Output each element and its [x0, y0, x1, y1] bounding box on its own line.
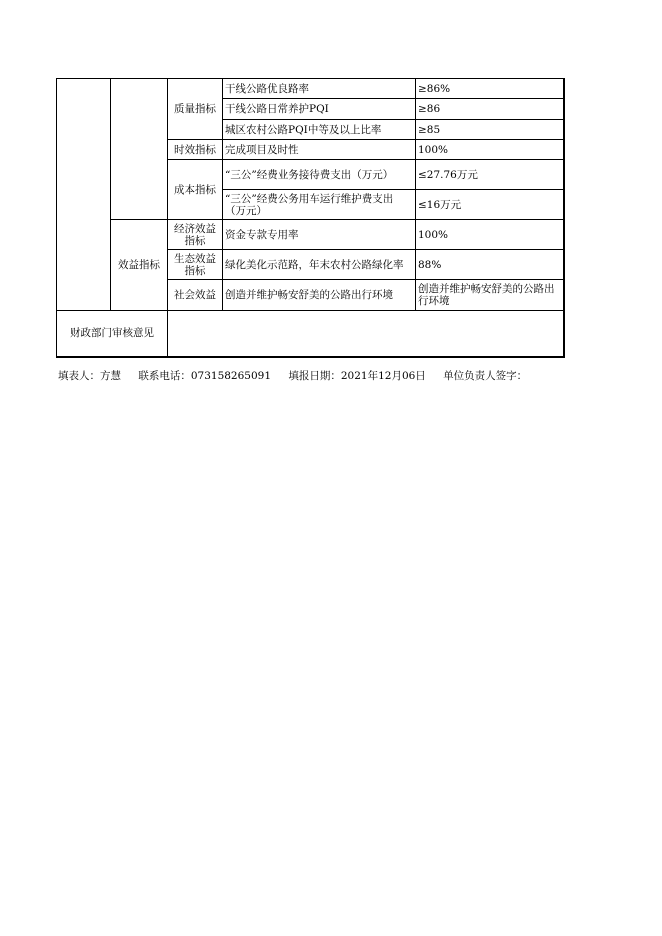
indicator-cell: 绿化美化示范路，年末农村公路绿化率 [223, 250, 416, 280]
indicator-cell: 完成项目及时性 [223, 140, 416, 160]
subcat-economic: 经济效益指标 [168, 220, 223, 250]
subcat-cost: 成本指标 [168, 160, 223, 220]
indicator-cell: 干线公路优良路率 [223, 79, 416, 99]
output-category-cell [111, 79, 168, 220]
top-level-category-cell [57, 79, 111, 311]
category-benefit: 效益指标 [111, 220, 168, 311]
value-cell: 100% [416, 140, 564, 160]
subcat-timeliness: 时效指标 [168, 140, 223, 160]
filler-name: 填表人：方慧 [58, 370, 121, 382]
value-cell: ≥86% [416, 79, 564, 99]
audit-label: 财政部门审核意见 [57, 311, 168, 357]
indicator-cell: “三公”经费业务接待费支出（万元） [223, 160, 416, 190]
value-cell: 创造并维护畅安舒美的公路出行环境 [416, 280, 564, 311]
value-cell: ≥85 [416, 120, 564, 140]
value-cell: 88% [416, 250, 564, 280]
indicator-cell: 创造并维护畅安舒美的公路出行环境 [223, 280, 416, 311]
signature-label: 单位负责人签字： [443, 370, 528, 382]
footer [58, 368, 541, 383]
subcat-social: 社会效益 [168, 280, 223, 311]
indicator-cell: 干线公路日常养护PQI [223, 99, 416, 120]
subcat-quality: 质量指标 [168, 79, 223, 140]
subcat-ecological: 生态效益指标 [168, 250, 223, 280]
indicator-cell: 资金专款专用率 [223, 220, 416, 250]
audit-opinion-field [168, 311, 564, 357]
performance-table [56, 78, 565, 358]
indicator-cell: “三公”经费公务用车运行维护费支出（万元） [223, 190, 416, 220]
indicator-cell: 城区农村公路PQI中等及以上比率 [223, 120, 416, 140]
value-cell: ≥86 [416, 99, 564, 120]
report-date: 填报日期：2021年12月06日 [288, 370, 426, 382]
value-cell: ≤16万元 [416, 190, 564, 220]
value-cell: 100% [416, 220, 564, 250]
contact-phone: 联系电话：073158265091 [138, 370, 272, 382]
value-cell: ≤27.76万元 [416, 160, 564, 190]
